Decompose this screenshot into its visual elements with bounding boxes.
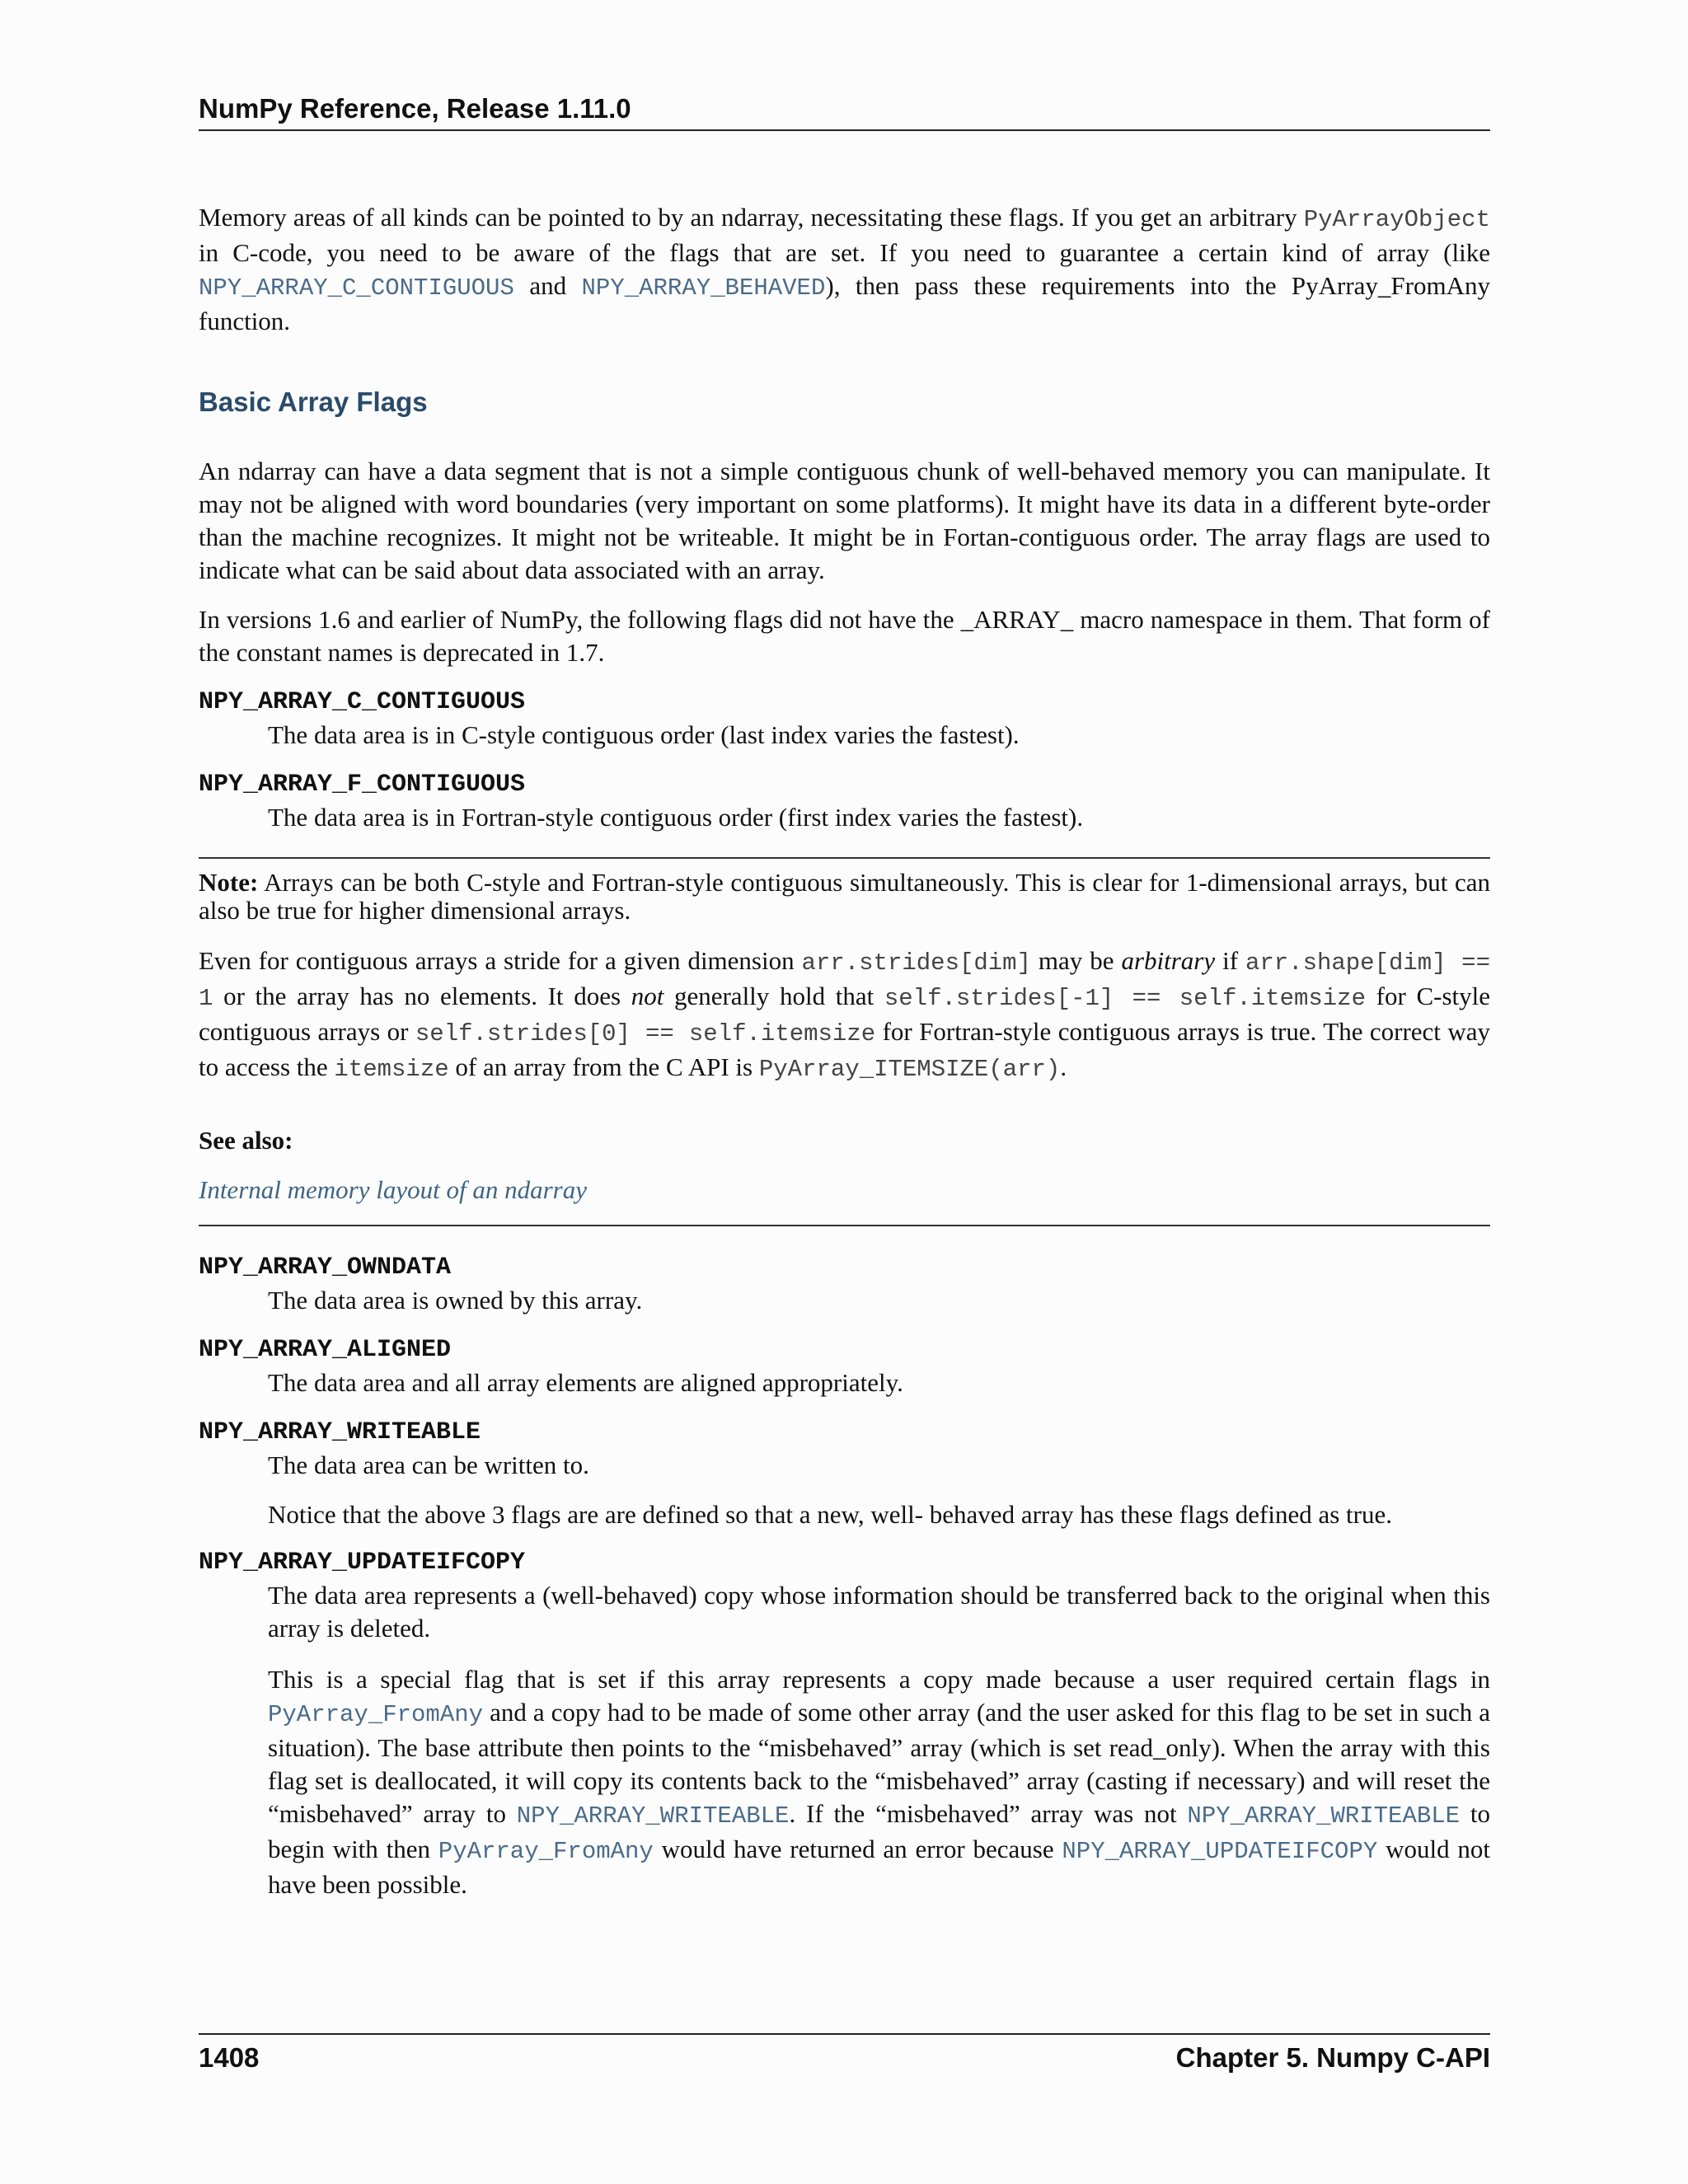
uic-text-5: would have returned an error because — [653, 1835, 1062, 1863]
note-text: Arrays can be both C-style and Fortran-style contiguous simultaneously. This is clear for 1-dimensional arrays, but can also be true for higher dimensional arrays. — [199, 868, 1490, 925]
note-bottom-rule — [199, 1225, 1490, 1226]
flag-writeable-name: NPY_ARRAY_WRITEABLE — [199, 1418, 481, 1446]
code-pyarray-itemsize: PyArray_ITEMSIZE(arr) — [758, 1056, 1061, 1083]
strides-text-3: if — [1215, 946, 1245, 975]
link-pyarray-fromany-2[interactable]: PyArray_FromAny — [438, 1838, 654, 1865]
link-npy-array-updateifcopy[interactable]: NPY_ARRAY_UPDATEIFCOPY — [1062, 1838, 1378, 1865]
section-heading: Basic Array Flags — [199, 387, 428, 417]
flag-c-contiguous-desc: The data area is in C-style contiguous order (last index varies the fastest). — [268, 720, 1020, 749]
flag-owndata-name: NPY_ARRAY_OWNDATA — [199, 1254, 452, 1282]
code-pyarrayobject: PyArrayObject — [1303, 206, 1490, 233]
section-paragraph-2: In versions 1.6 and earlier of NumPy, the following flags did not have the _ARRAY_ macro namespace in them. That form of the constant names is deprecated in 1.7. — [199, 605, 1490, 667]
chapter-title: Chapter 5. Numpy C-API — [1175, 2042, 1490, 2073]
intro-text-3: and — [513, 271, 582, 300]
link-npy-array-writeable-2[interactable]: NPY_ARRAY_WRITEABLE — [1187, 1802, 1461, 1830]
strides-text-8: of an array from the C API is — [448, 1052, 759, 1081]
flag-updateifcopy-detail — [268, 1663, 1490, 1901]
link-npy-array-behaved[interactable]: NPY_ARRAY_BEHAVED — [581, 274, 826, 302]
document-page — [199, 0, 1490, 2184]
flag-writeable-desc: The data area can be written to. — [268, 1451, 589, 1479]
see-also-link[interactable]: Internal memory layout of an ndarray — [199, 1175, 587, 1204]
note-top-rule — [199, 857, 1490, 859]
uic-text-4: to begin with then — [268, 1799, 1490, 1863]
strides-text-6: for C-style contiguous arrays or — [199, 982, 1490, 1046]
flag-updateifcopy-name: NPY_ARRAY_UPDATEIFCOPY — [199, 1549, 526, 1577]
intro-paragraph — [199, 201, 1490, 338]
see-also-row — [199, 1174, 1490, 1207]
code-self-strides-first: self.strides[0] == self.itemsize — [415, 1020, 876, 1047]
note-box — [199, 869, 1490, 925]
flag-f-contiguous-name: NPY_ARRAY_F_CONTIGUOUS — [199, 771, 526, 799]
strides-text-4: or the array has no elements. It does — [213, 982, 631, 1010]
uic-text-1: This is a special flag that is set if this array represents a copy made because a user required certain flags in — [268, 1665, 1490, 1694]
see-also-label: See also: — [199, 1126, 293, 1155]
uic-text-6: would not have been possible. — [268, 1835, 1490, 1899]
strides-text-1: Even for contiguous arrays a stride for a given dimension — [199, 946, 802, 975]
link-pyarray-fromany[interactable]: PyArray_FromAny — [268, 1701, 484, 1728]
flag-owndata-desc: The data area is owned by this array. — [268, 1286, 643, 1315]
flag-writeable-note: Notice that the above 3 flags are are defined so that a new, well- behaved array has these flags defined as true. — [268, 1500, 1392, 1529]
header-rule — [199, 129, 1490, 131]
page-number: 1408 — [199, 2042, 260, 2073]
intro-text-1: Memory areas of all kinds can be pointed to by an ndarray, necessitating these flags. If you get an arbitrary — [199, 203, 1304, 232]
intro-text-4: ), then pass these requirements into the PyArray_FromAny function. — [199, 271, 1490, 335]
link-npy-array-c-contiguous[interactable]: NPY_ARRAY_C_CONTIGUOUS — [199, 274, 514, 302]
flag-updateifcopy-desc: The data area represents a (well-behaved) copy whose information should be transferred back to the original when this array is deleted. — [268, 1581, 1490, 1643]
code-arr-strides-dim: arr.strides[dim] — [801, 949, 1031, 977]
link-npy-array-writeable[interactable]: NPY_ARRAY_WRITEABLE — [516, 1802, 790, 1830]
code-self-strides-last: self.strides[-1] == self.itemsize — [884, 985, 1366, 1012]
code-arr-shape-dim: arr.shape[dim] == 1 — [199, 949, 1490, 1012]
flag-aligned-name: NPY_ARRAY_ALIGNED — [199, 1336, 452, 1364]
code-itemsize: itemsize — [334, 1056, 449, 1083]
note-paragraph-strides — [199, 944, 1490, 1086]
strides-text-9: . — [1060, 1052, 1067, 1081]
strides-text-2: may be — [1031, 946, 1122, 975]
emphasis-arbitrary: arbitrary — [1121, 946, 1216, 975]
emphasis-not: not — [631, 982, 664, 1010]
flag-c-contiguous-name: NPY_ARRAY_C_CONTIGUOUS — [199, 688, 526, 716]
flag-f-contiguous-desc: The data area is in Fortran-style contiguous order (first index varies the fastest). — [268, 803, 1084, 832]
section-paragraph-1: An ndarray can have a data segment that is not a simple contiguous chunk of well-behaved memory you can manipulate. It may not be aligned with word boundaries (very important on some platforms). It might have its data in a different byte-order than the machine recognizes. It might not be writeable. It might be in Fortan-contiguous order. The array flags are used to indicate what can be said about data associated with an array. — [199, 457, 1490, 584]
footer-rule — [199, 2033, 1490, 2035]
flag-aligned-desc: The data area and all array elements are aligned appropriately. — [268, 1368, 903, 1397]
uic-text-2: and a copy had to be made of some other array (and the user asked for this flag to be set in such a situation). The base attribute then points to the “misbehaved” array (which is set read_only). When the array with this flag set is deallocated, it will copy its contents back to the “misbehaved” array (casting if necessary) and will reset the “misbehaved” array to — [268, 1698, 1490, 1828]
intro-text-2: in C-code, you need to be aware of the flags that are set. If you need to guarantee a certain kind of array (like — [199, 238, 1490, 267]
strides-text-7: for Fortran-style contiguous arrays is true. The correct way to access the — [199, 1017, 1490, 1081]
uic-text-3: . If the “misbehaved” array was not — [789, 1799, 1188, 1828]
strides-text-5: generally hold that — [663, 982, 884, 1010]
running-header: NumPy Reference, Release 1.11.0 — [199, 93, 631, 124]
note-label: Note: — [199, 868, 259, 897]
